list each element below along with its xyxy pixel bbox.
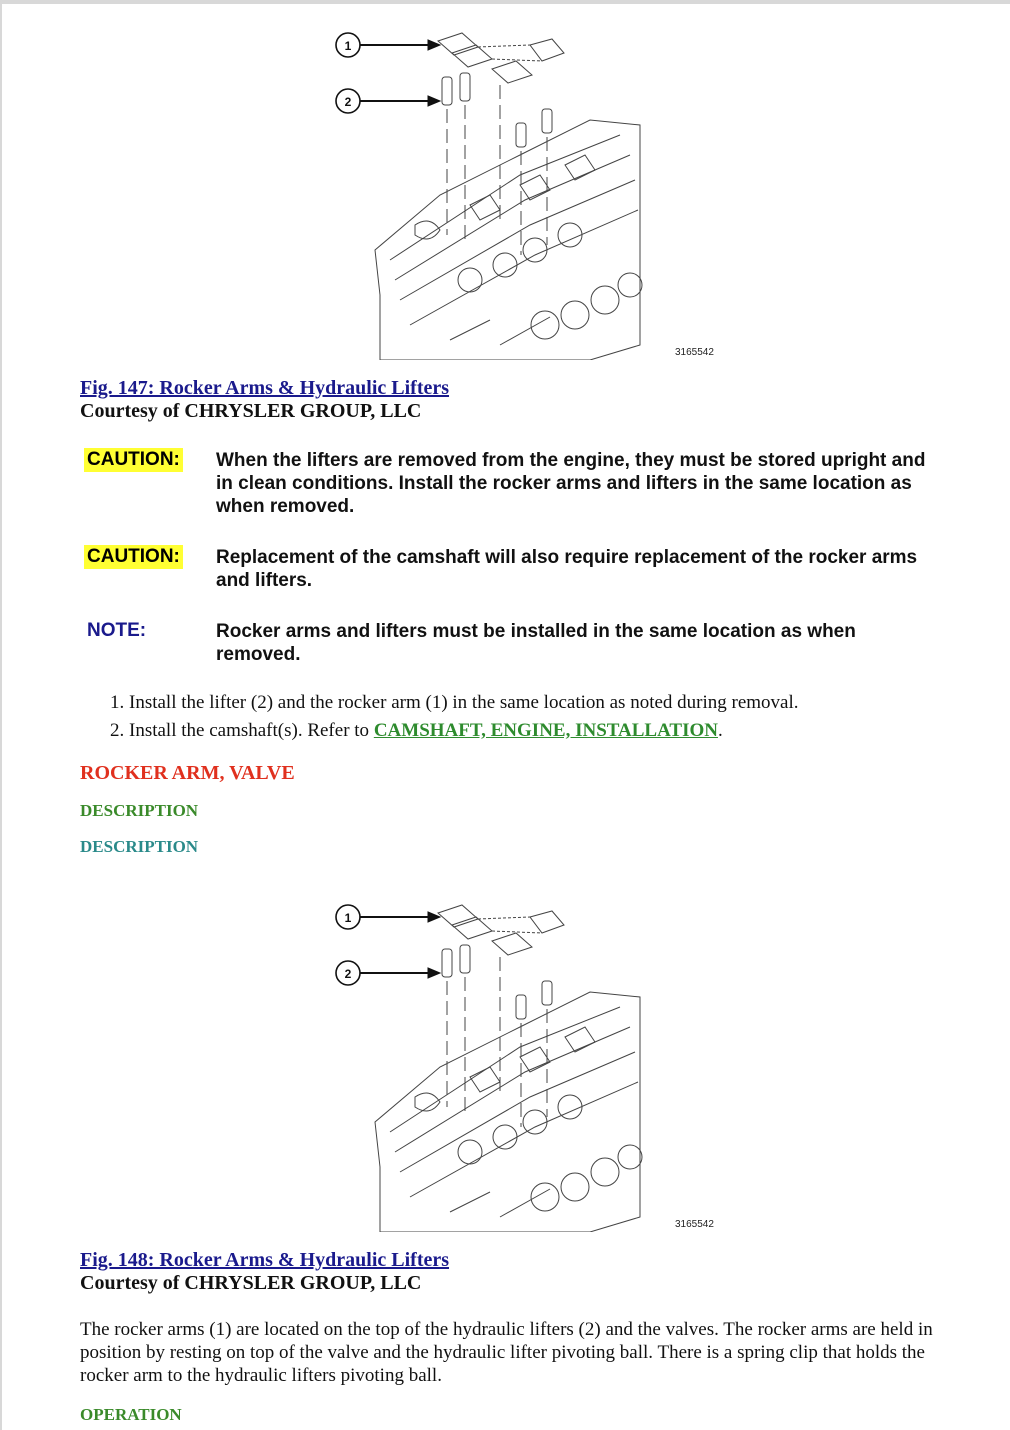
page-frame-left bbox=[0, 0, 2, 1430]
step-2 bbox=[110, 717, 970, 745]
page-frame-top bbox=[0, 0, 1010, 4]
engine-head-drawing bbox=[320, 897, 730, 1232]
callout-1-label: 1 bbox=[344, 39, 352, 53]
figure-147-image-number: 3165542 bbox=[675, 347, 714, 358]
note-label: NOTE: bbox=[87, 620, 147, 641]
rocker-arm-description-paragraph: The rocker arms (1) are located on the top of the hydraulic lifters (2) and the valves. The rocker arms are held in position by resting on top of the valve and the hydraulic lifter pivoting ball. There is a spring clip that holds the rocker arm to the hydraulic lifters pivoting ball. bbox=[80, 1319, 933, 1386]
callout-2-label: 2 bbox=[344, 967, 352, 981]
section-heading-rocker-arm-valve: ROCKER ARM, VALVE bbox=[80, 762, 295, 784]
figure-148-image-number: 3165542 bbox=[675, 1219, 714, 1230]
caution-label: CAUTION: bbox=[84, 448, 183, 472]
subheading-description-secondary: DESCRIPTION bbox=[80, 837, 199, 856]
caution-label: CAUTION: bbox=[84, 545, 183, 569]
caution-text-lifters-storage: When the lifters are removed from the engine, they must be stored upright and in clean conditions. Install the rocker arms and lifters in the same location as when removed. bbox=[216, 450, 926, 517]
figure-147-title-link[interactable]: Fig. 147: Rocker Arms & Hydraulic Lifters bbox=[80, 377, 450, 399]
camshaft-installation-link[interactable]: CAMSHAFT, ENGINE, INSTALLATION bbox=[373, 720, 718, 741]
figure-147-courtesy: Courtesy of CHRYSLER GROUP, LLC bbox=[80, 400, 422, 422]
step-2-suffix: . bbox=[717, 720, 723, 741]
step-2-text: 2. Install the camshaft(s). Refer to bbox=[110, 720, 374, 741]
subheading-description: DESCRIPTION bbox=[80, 801, 199, 820]
installation-steps bbox=[110, 689, 970, 745]
note-text-install-location: Rocker arms and lifters must be installed in the same location as when removed. bbox=[216, 621, 856, 665]
figure-148-title-link[interactable]: Fig. 148: Rocker Arms & Hydraulic Lifters bbox=[80, 1249, 450, 1271]
figure-147-illustration bbox=[320, 25, 730, 360]
figure-148-illustration bbox=[320, 897, 730, 1232]
caution-text-camshaft-replacement: Replacement of the camshaft will also require replacement of the rocker arms and lifters. bbox=[216, 547, 918, 591]
engine-head-drawing bbox=[320, 25, 730, 360]
step-1: 1. Install the lifter (2) and the rocker arm (1) in the same location as noted during removal. bbox=[110, 692, 799, 713]
subheading-operation: OPERATION bbox=[80, 1405, 182, 1424]
callout-1-label: 1 bbox=[344, 911, 352, 925]
callout-2-label: 2 bbox=[344, 95, 352, 109]
figure-148-courtesy: Courtesy of CHRYSLER GROUP, LLC bbox=[80, 1272, 422, 1294]
